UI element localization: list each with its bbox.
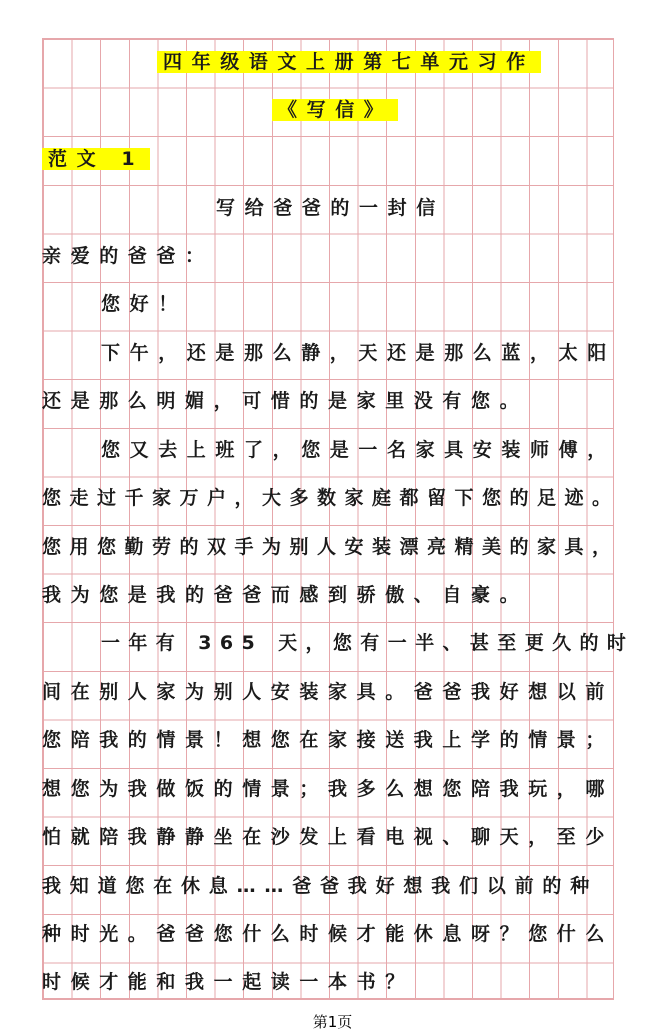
body-line: 您陪我的情景！想您在家接送我上学的情景； (42, 729, 615, 751)
body-line: 怕就陪我静静坐在沙发上看电视、聊天，至少 (42, 826, 615, 848)
document-subtitle: 《写信》 (272, 94, 398, 126)
section-label: 范文 1 (42, 143, 150, 175)
body-line: 我为您是我的爸爸而感到骄傲、自豪。 (42, 584, 529, 606)
body-line: 下午，还是那么静，天还是那么蓝，太阳 (101, 342, 616, 364)
body-line: 还是那么明媚，可惜的是家里没有您。 (42, 390, 529, 412)
body-line: 您用您勤劳的双手为别人安装漂亮精美的家具， (42, 536, 620, 558)
body-line: 一年有 365 天，您有一半、甚至更久的时 (101, 632, 635, 654)
body-line: 间在别人家为别人安装家具。爸爸我好想以前 (42, 681, 615, 703)
body-line: 您又去上班了，您是一名家具安装师傅， (101, 439, 616, 461)
body-line: 您走过千家万户，大多数家庭都留下您的足迹。 (42, 487, 620, 509)
letter-greeting: 您好！ (101, 293, 187, 315)
page-number: 第1页 (312, 1013, 353, 1031)
letter-salutation: 亲爱的爸爸： (42, 245, 214, 267)
body-line: 时候才能和我一起读一本书？ (42, 971, 414, 993)
body-line: 种时光。爸爸您什么时候才能休息呀？您什么 (42, 923, 615, 945)
body-line: 想您为我做饭的情景；我多么想您陪我玩，哪 (42, 778, 615, 800)
body-line: 我知道您在休息……爸爸我好想我们以前的种 (42, 875, 599, 897)
document-title: 四年级语文上册第七单元习作 (157, 46, 541, 78)
writing-grid-paper (42, 38, 614, 1000)
letter-title: 写给爸爸的一封信 (216, 197, 445, 219)
